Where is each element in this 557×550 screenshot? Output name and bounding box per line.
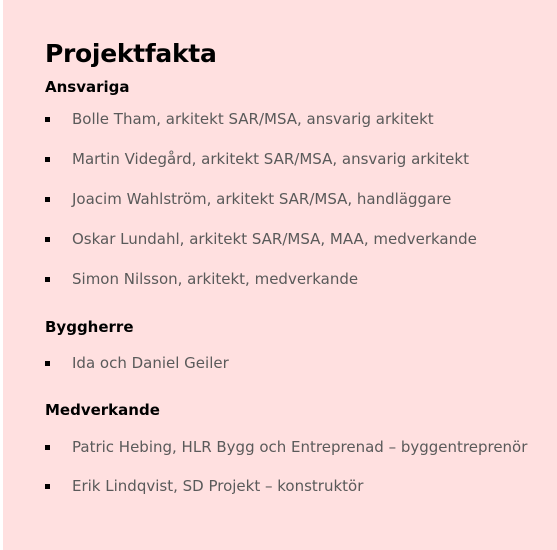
- list-item-text: Simon Nilsson, arkitekt, medverkande: [72, 269, 359, 288]
- contributors-list: [45, 438, 537, 495]
- list-item-text: Bolle Tham, arkitekt SAR/MSA, ansvarig arkitekt: [72, 109, 434, 128]
- list-item: [45, 190, 537, 208]
- section-byggherre: [45, 318, 537, 372]
- bullet-icon: [45, 484, 50, 489]
- section-ansvariga: [45, 78, 537, 288]
- list-item-text: Ida och Daniel Geiler: [72, 353, 229, 372]
- list-item-text: Erik Lindqvist, SD Projekt – konstruktör: [72, 476, 364, 495]
- list-item: [45, 354, 537, 372]
- bullet-icon: [45, 197, 50, 202]
- list-item-text: Martin Videgård, arkitekt SAR/MSA, ansvarig arkitekt: [72, 149, 469, 168]
- list-item-text: Oskar Lundahl, arkitekt SAR/MSA, MAA, medverkande: [72, 229, 477, 248]
- list-item-text: Joacim Wahlström, arkitekt SAR/MSA, handläggare: [72, 189, 452, 208]
- client-list: [45, 354, 537, 372]
- section-heading: Ansvariga: [45, 77, 130, 96]
- bullet-icon: [45, 117, 50, 122]
- responsible-list: [45, 110, 537, 288]
- list-item: [45, 150, 537, 168]
- list-item: [45, 110, 537, 128]
- page-title: Projektfakta: [45, 39, 217, 68]
- list-item: [45, 270, 537, 288]
- project-facts-panel: [3, 0, 557, 550]
- list-item: [45, 438, 537, 456]
- bullet-icon: [45, 237, 50, 242]
- list-item: [45, 230, 537, 248]
- bullet-icon: [45, 277, 50, 282]
- bullet-icon: [45, 157, 50, 162]
- bullet-icon: [45, 445, 50, 450]
- section-medverkande: [45, 401, 537, 495]
- section-heading: Medverkande: [45, 400, 160, 419]
- list-item-text: Patric Hebing, HLR Bygg och Entreprenad – byggentreprenör: [72, 437, 528, 456]
- bullet-icon: [45, 361, 50, 366]
- section-heading: Byggherre: [45, 317, 134, 336]
- list-item: [45, 477, 537, 495]
